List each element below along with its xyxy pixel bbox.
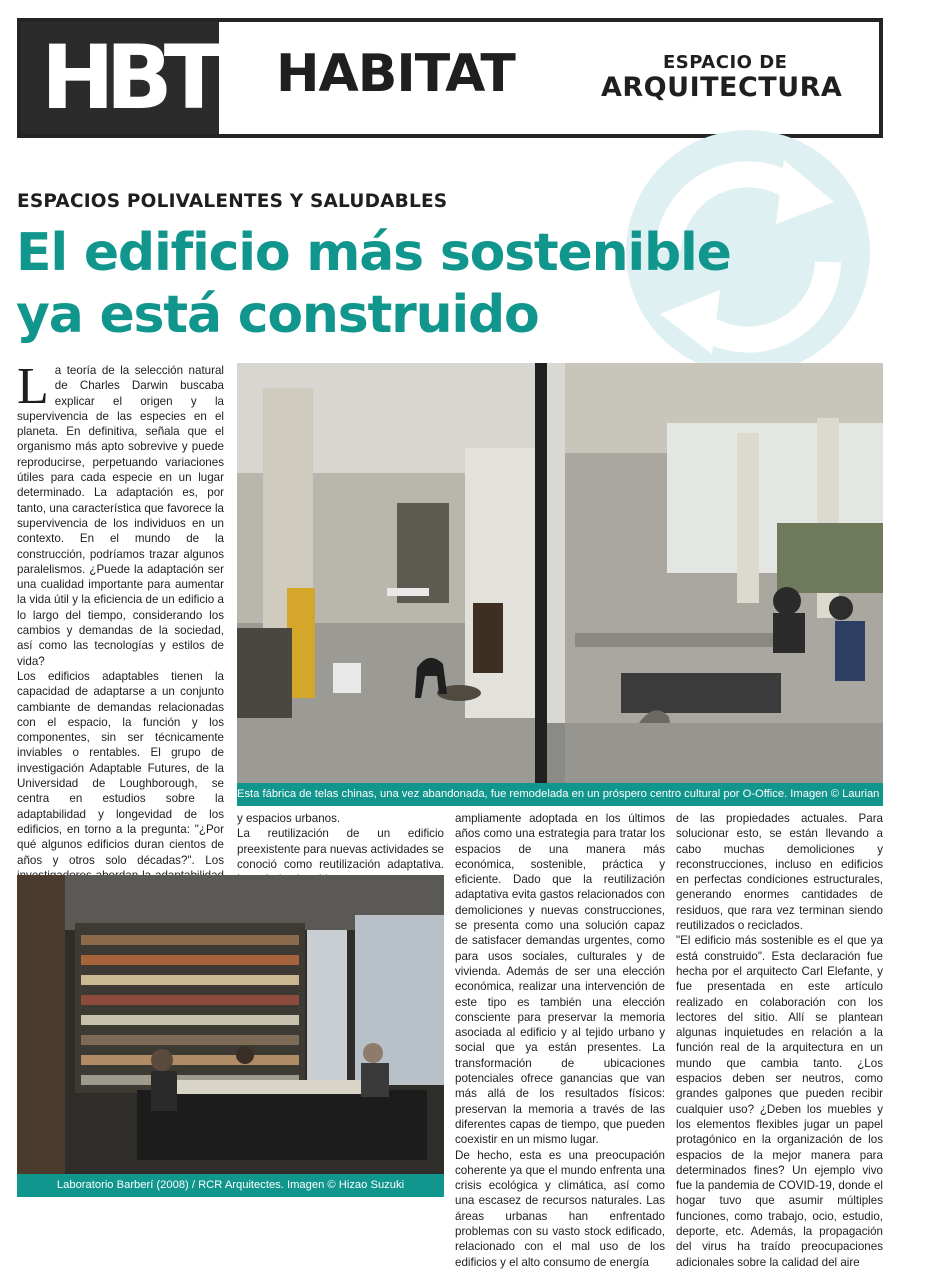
- drop-cap: L: [17, 358, 49, 415]
- paragraph-climate-crisis: De hecho, esta es una preocupación coherente ya que el mundo enfrenta una crisis ecológica y climática, así como una escasez de recursos naturales. Las áreas urbanas han enfrentado problemas con su vasto stock edificado, relacionado con el mal uso de los edificios y el alto consumo de energía: [455, 1148, 665, 1269]
- headline-line2: ya está construido: [16, 285, 539, 345]
- photo-cultural-center: [237, 363, 883, 783]
- paragraph-intro: a teoría de la selección natural de Charles Darwin buscaba explicar el origen y la supervivencia de las especies en el planeta. En definitiva, señala que el organismo más apto sobrevive y puede reproducirse, perpetuando variaciones útiles para cada especie en un lugar determinado. La adaptación es, por tanto, una característica que favorece la supervivencia de los individuos en un contexto. En el mundo de la construcción, podríamos trazar algunos paralelismos. ¿Puede la adaptación ser una cualidad importante para aumentar la vida útil y la eficiencia de un edificio a lo largo del tiempo, considerando los cambios y demandas de la sociedad, así como las tecnologías y estilos de vida?: [17, 364, 224, 668]
- paragraph-adaptable-buildings: Los edificios adaptables tienen la capacidad de adaptarse a un conjunto cambiante de demandas relacionadas con el espacio, la función y los componentes, sin ser técnicamente inviables o rentables. El grupo de investigación Adaptable Futures, de la Universidad de Loughborough, se centra en estudios sobre la adaptabilidad y longevidad de los edificios, en torno a la pregunta: "¿Por qué algunos edificios duran cientos de años y otros solo décadas?". Los: [17, 669, 224, 867]
- paragraph-elefante-quote: "El edificio más sostenible es el que ya está construido". Esta declaración fue hecha por el arquitecto Carl Elefante, y fue presentada en este artículo realizado en colaboración con los lectores del sitio. Allí se plantean algunas inquietudes en relación a la función real de la arquitectura en un mundo que cambia tanto. ¿Los espacios deben ser neutros, como grandes galpones que pueden recibir cualquier uso? ¿Deben los muebles y los elementos flexibles jugar un papel protagónico en la organización de los espacios de la mejor manera para determinados fines? Un ejemplo vivo fue la pandemia de COVID-19, donde el hogar tuvo que asumir múltiples funciones, como trabajo, ocio, estudio, deporte, etc. Además, la propagación del virus ha traído preocupaciones adicionales sobre la calidad del aire: [676, 934, 883, 1269]
- article-column-4: [676, 811, 883, 1269]
- photo-caption-library-studio: Laboratorio Barberí (2008) / RCR Arquitectes. Imagen © Hizao Suzuki: [17, 1174, 444, 1197]
- photo-library-studio-illustration: [17, 875, 444, 1175]
- photo-caption-cultural-center: Esta fábrica de telas chinas, una vez abandonada, fue remodelada en un próspero centro cultural por O-Office. Imagen © Laurian Ghinitoiu: [237, 783, 883, 806]
- article-column-3: [455, 811, 665, 1269]
- paragraph-urban-spaces: y espacios urbanos.: [237, 812, 341, 825]
- photo-library-studio: [17, 875, 444, 1175]
- paragraph-demolitions: de las propiedades actuales. Para solucionar esto, se están llevando a cabo muchas demoliciones y reconstrucciones, incluso en edificios en perfectas condiciones estructurales, generando enormes cantidades de residuos, que rara vez terminan siendo reutilizados o reciclados.: [676, 812, 883, 933]
- hbt-logo: HBT: [41, 26, 215, 129]
- section-subtitle-line1: ESPACIO DE: [663, 52, 788, 73]
- article-headline: [16, 222, 886, 346]
- logo-block: [21, 22, 219, 134]
- photo-cultural-center-illustration: [237, 363, 883, 783]
- section-title: HABITAT: [276, 44, 515, 104]
- paragraph-reuse: La reutilización de un edificio preexistente para nuevas actividades se conoció como reutilización adaptativa.: [237, 827, 444, 871]
- article-kicker: ESPACIOS POLIVALENTES Y SALUDABLES: [17, 191, 448, 212]
- headline-line1: El edificio más sostenible: [16, 223, 731, 283]
- article-column-1: [17, 358, 224, 873]
- section-subtitle-line2: ARQUITECTURA: [601, 72, 843, 103]
- paragraph-adaptive-reuse: ampliamente adoptada en los últimos años como una estrategia para tratar los espacios de una manera más económica, sostenible, práctica y eficiente. Dado que la reutilización adaptativa evita gastos relacionados con demoliciones y nuevas construcciones, se presenta como una solución capaz de satisfacer demandas urgentes, como para usos sociales, culturales y de vivienda. Además de ser una elección económica, realizar una intervención de este tipo es también una elección consciente para preservar la memoria asociada al edificio y al tejido urbano y social que ya están presentes. La transformación de ubicaciones potenciales ofrece ganancias que van más allá de los resultados físicos: preservan la memoria a través de las diferentes capas de tiempo, que pueden coexistir en un mismo lugar.: [455, 812, 665, 1147]
- masthead: [17, 18, 883, 138]
- article-column-2: [237, 811, 444, 873]
